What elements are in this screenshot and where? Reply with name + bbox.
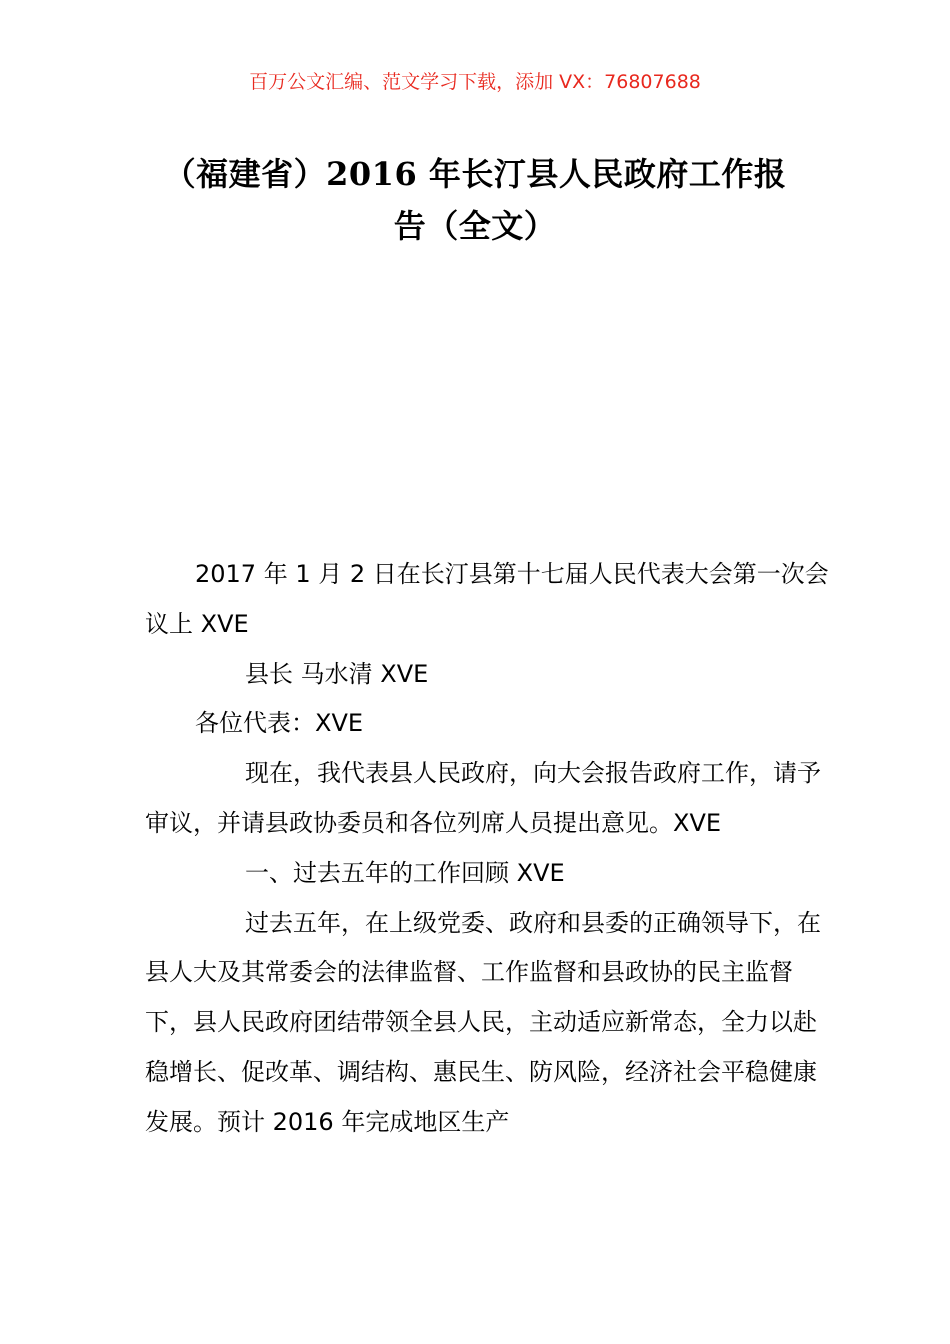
paragraph-speaker: 县长 马水清 XVE	[245, 659, 429, 688]
document-title-line-2: 告（全文）	[393, 207, 557, 245]
document-body	[145, 550, 835, 1148]
section-heading-review: 一、过去五年的工作回顾 XVE	[245, 858, 565, 887]
header-banner: 百万公文汇编、范文学习下载，添加 VX：76807688	[249, 71, 701, 93]
document-title	[120, 148, 830, 252]
paragraph-meeting-info: 2017 年 1 月 2 日在长汀县第十七届人民代表大会第一次会议上 XVE	[145, 560, 829, 638]
paragraph-review: 过去五年，在上级党委、政府和县委的正确领导下，在县人大及其常委会的法律监督、工作监督和县政协的民主监督下，县人民政府团结带领全县人民，主动适应新常态，全力以赴稳增长、促改革、调结构、惠民生、防风险，经济社会平稳健康发展。预计 2016 年完成地区生产	[145, 908, 821, 1136]
paragraph-salutation: 各位代表：XVE	[195, 709, 364, 738]
document-title-line-1: （福建省）2016 年长汀县人民政府工作报	[163, 155, 787, 193]
paragraph-intro: 现在，我代表县人民政府，向大会报告政府工作，请予审议，并请县政协委员和各位列席人员提出意见。XVE	[145, 759, 821, 837]
